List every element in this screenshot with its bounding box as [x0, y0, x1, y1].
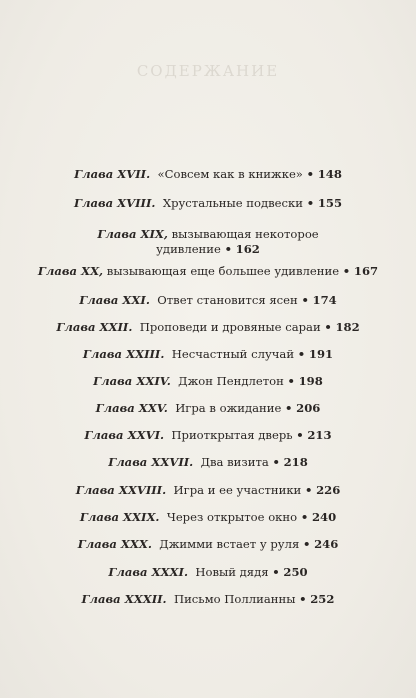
chapter-number: Глава XXIV. [93, 374, 171, 388]
page-number: 213 [307, 428, 332, 442]
chapter-number: Глава XIX, [97, 227, 168, 241]
page-number: 240 [311, 510, 337, 524]
page-number: 148 [317, 167, 342, 181]
toc-entry [18, 196, 398, 211]
page-number: 162 [235, 242, 260, 256]
chapter-title: Джон Пендлетон [178, 374, 284, 388]
separator-bullet: • [324, 320, 332, 334]
page-number: 167 [353, 264, 379, 278]
page-number: 174 [312, 293, 337, 307]
chapter-title: Проповеди и дровяные сараи [139, 320, 321, 334]
separator-bullet: • [300, 510, 309, 524]
separator-bullet: • [342, 264, 351, 278]
chapter-number: Глава XXVIII. [75, 483, 167, 497]
bleed-through-heading: СОДЕРЖАНИЕ [136, 62, 280, 80]
separator-bullet: • [306, 167, 315, 181]
chapter-title: Через открытое окно [166, 510, 298, 524]
chapter-number: Глава XXIX. [79, 510, 160, 524]
chapter-number: Глава XX, [37, 264, 104, 278]
separator-bullet: • [302, 537, 311, 551]
page-number: 155 [317, 196, 343, 210]
separator-bullet: • [306, 196, 315, 210]
chapter-title: Несчастный случай [171, 347, 295, 361]
page-number: 182 [335, 320, 360, 334]
separator-bullet: • [224, 242, 232, 256]
page-number: 206 [296, 401, 321, 415]
chapter-title: Приоткрытая дверь [171, 428, 293, 442]
chapter-title: Два визита [200, 455, 269, 469]
page-number: 246 [314, 537, 339, 551]
chapter-number: Глава XXIII. [82, 347, 165, 361]
chapter-number: Глава XXXII. [81, 592, 167, 606]
toc-entry [18, 227, 398, 257]
separator-bullet: • [272, 455, 280, 469]
toc-entry [18, 592, 398, 607]
page-number: 252 [310, 592, 335, 606]
page-number: 218 [283, 455, 308, 469]
chapter-title: вызывающая еще большее удивление [106, 264, 340, 278]
chapter-number: Глава XXV. [95, 401, 168, 415]
toc-entry [18, 347, 398, 362]
chapter-number: Глава XXX. [77, 537, 152, 551]
toc-entry [18, 320, 398, 335]
chapter-number: Глава XXVI. [84, 428, 165, 442]
separator-bullet: • [301, 293, 309, 307]
page-number: 250 [283, 565, 308, 579]
separator-bullet: • [272, 565, 280, 579]
separator-bullet: • [297, 347, 306, 361]
chapter-title: Новый дядя [195, 565, 269, 579]
page-number: 191 [308, 347, 334, 361]
toc-entry [18, 455, 398, 470]
toc-entry [18, 374, 398, 389]
chapter-number: Глава XXVII. [108, 455, 194, 469]
chapter-number: Глава XXI. [79, 293, 150, 307]
chapter-title: Игра и ее участники [173, 483, 302, 497]
toc-entry [18, 264, 398, 279]
page-number: 226 [316, 483, 341, 497]
chapter-title: Ответ становится ясен [157, 293, 298, 307]
toc-entry [18, 428, 398, 443]
toc-entry [18, 510, 398, 525]
chapter-title: Хрустальные подвески [162, 196, 304, 210]
chapter-number: Глава XVII. [74, 167, 151, 181]
separator-bullet: • [287, 374, 295, 388]
chapter-number: Глава XXXI. [108, 565, 189, 579]
toc-entry [18, 167, 398, 182]
separator-bullet: • [296, 428, 304, 442]
page-number: 198 [298, 374, 323, 388]
toc-entry [18, 565, 398, 580]
separator-bullet: • [299, 592, 307, 606]
chapter-title: «Совсем как в книжке» [157, 167, 303, 181]
chapter-number: Глава XVIII. [73, 196, 156, 210]
chapter-title: Игра в ожидание [175, 401, 282, 415]
chapter-title: Письмо Поллианны [173, 592, 296, 606]
separator-bullet: • [285, 401, 293, 415]
chapter-title-continued: удивление [156, 242, 221, 256]
toc-entry [18, 401, 398, 416]
chapter-title: Джимми встает у руля [159, 537, 300, 551]
separator-bullet: • [304, 483, 313, 497]
chapter-number: Глава XXII. [56, 320, 133, 334]
chapter-title: вызывающая некоторое [171, 227, 319, 241]
toc-entry [18, 293, 398, 308]
toc-entry [18, 483, 398, 498]
toc-entry [18, 537, 398, 552]
